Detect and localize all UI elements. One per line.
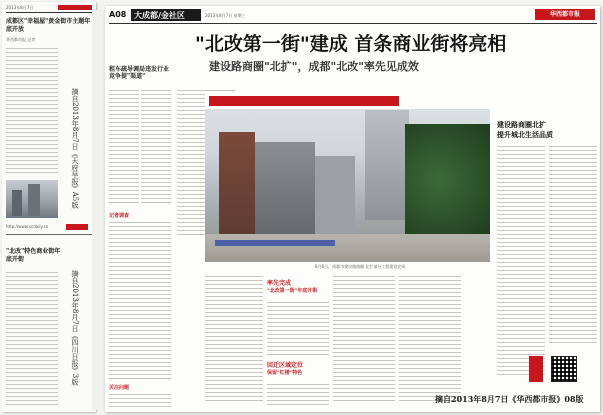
left-logo-stamp <box>66 224 88 230</box>
body-col-d <box>399 274 461 404</box>
body-col-b2 <box>267 382 329 406</box>
section-code: A08 <box>109 10 127 19</box>
subtitle-2: 回迁区域定位 <box>267 362 304 369</box>
col-body-2 <box>109 220 171 380</box>
left-story1-byline: 华西都市报 记者 <box>6 37 36 42</box>
red-tab-marker <box>529 356 543 382</box>
archive-label-bottom <box>68 270 80 400</box>
body-col-c <box>333 274 395 404</box>
archive-label-date-2: 摘自2013年8月7日 <box>71 270 79 332</box>
header-date: 2013年8月7日 星期三 <box>205 13 246 18</box>
headline: "北改第一街"建成 首条商业街将亮相 <box>195 33 507 55</box>
red-brick-building <box>219 132 255 250</box>
blue-fence <box>215 240 335 246</box>
left-newspaper-page <box>2 2 96 412</box>
photo-intro-banner <box>209 96 399 106</box>
side-story-title: 租车疏导调局违发行业竞争提"渠道" <box>109 66 170 80</box>
street-pavement <box>205 234 490 262</box>
left-building-photo <box>6 180 58 218</box>
left-story1-title: 成都区"幸福屋"黄金街市主题年底开放 <box>6 18 91 33</box>
archive-label-date-1: 摘自2013年8月7日 <box>71 88 79 150</box>
subtitle-2b: 保留"红楼"特色 <box>267 370 303 376</box>
page-gutter <box>92 10 105 410</box>
subtitle-1: 率先完成 <box>267 280 292 287</box>
col-sub-2: 关注问题 <box>109 385 130 391</box>
tall-tower <box>365 110 409 220</box>
right-story-title-2: 提升城北生活品质 <box>497 130 553 139</box>
left-caption-url: http://www.scdaily.cn <box>6 224 49 229</box>
body-col-a <box>205 274 263 404</box>
archive-label-paper-1: 《天府早报》 <box>71 149 79 192</box>
archive-footer: 摘自2013年8月7日《华西都市报》08版 <box>435 394 584 404</box>
main-street-photo <box>205 94 490 262</box>
archive-label-top <box>68 88 80 218</box>
right-story-title-1: 建设路商圈北扩 <box>497 120 546 129</box>
col-sub-1: 记者调查 <box>109 213 130 219</box>
left-masthead-bar <box>58 5 92 10</box>
left-masthead: 2013年8月7日 <box>6 5 34 10</box>
right-story-body-1 <box>497 144 545 378</box>
archive-label-page-2: 3版 <box>71 373 79 386</box>
left-story2-title: "北改"特色商业街年底开街 <box>6 248 61 263</box>
side-story-body-1 <box>109 88 139 206</box>
left-story2-body <box>6 270 58 408</box>
left-story1-body <box>6 46 58 176</box>
paper-logo: 华西都市报 <box>535 9 595 20</box>
side-story-body-2 <box>141 88 171 206</box>
subtitle-1b: "北改第一街"年底开街 <box>267 288 318 294</box>
section-title: 大成都/金社区 <box>131 9 201 21</box>
right-newspaper-page <box>105 6 600 412</box>
qr-code-icon <box>551 356 577 382</box>
archive-label-page-1: A5版 <box>71 191 79 209</box>
photo-caption: 8月6日，成都市建设路商圈 北扩部分工程建设完成 <box>315 264 406 269</box>
archive-label-paper-2: 《四川日报》 <box>71 331 79 374</box>
right-story-body-2 <box>549 144 597 344</box>
body-col-b <box>267 300 329 356</box>
subhead: 建设路商圈"北扩"，成都"北改"率先见成效 <box>209 60 419 73</box>
col-body-3 <box>109 392 171 408</box>
